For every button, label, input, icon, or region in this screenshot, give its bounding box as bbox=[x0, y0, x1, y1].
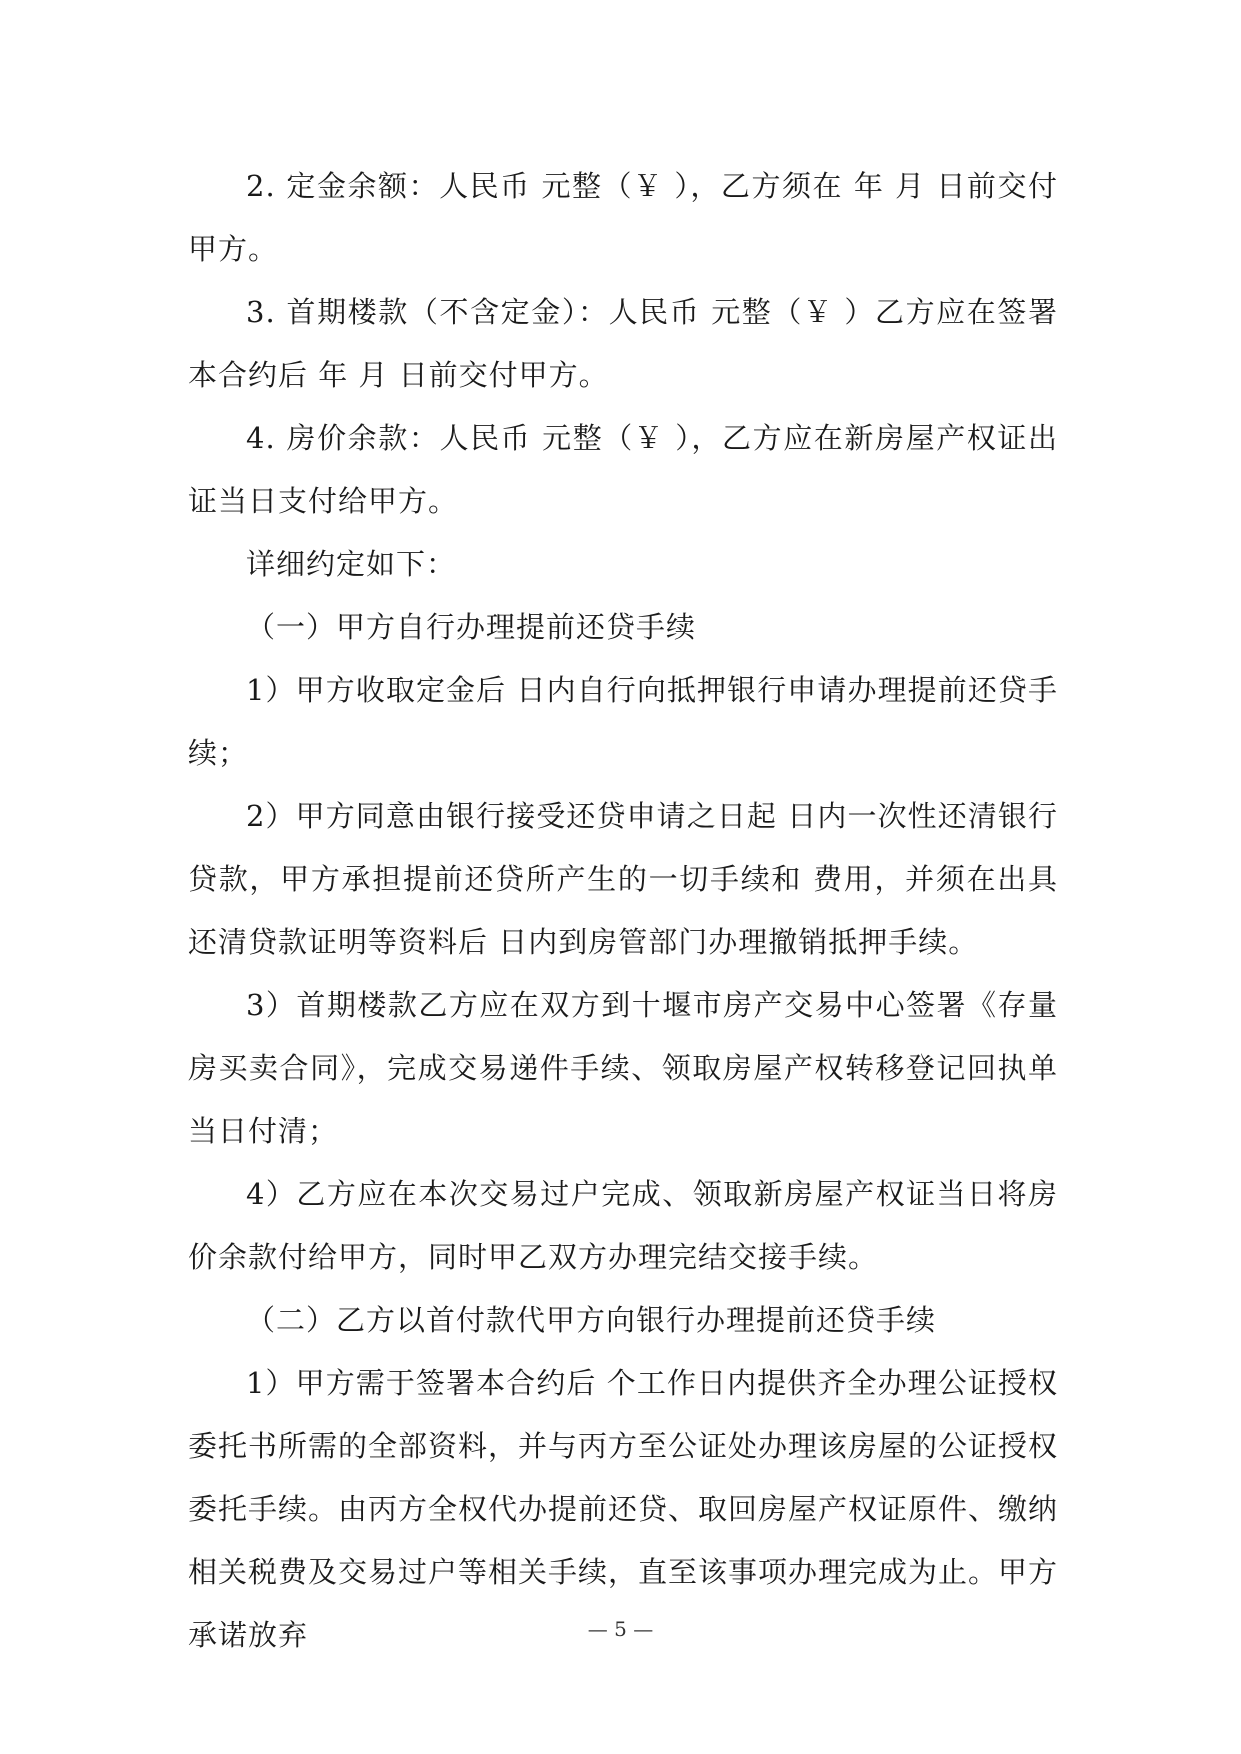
paragraph-item-1-4: 4）乙方应在本次交易过户完成、领取新房屋产权证当日将房价余款付给甲方，同时甲乙双方办理完结交接手续。 bbox=[188, 1177, 1058, 1274]
section-heading-2: （二）乙方以首付款代甲方向银行办理提前还贷手续 bbox=[246, 1303, 937, 1337]
paragraph-remaining-payment: 4. 房价余款：人民币 元整（￥ ），乙方应在新房屋产权证出证当日支付给甲方。 bbox=[188, 421, 1058, 518]
document-body bbox=[188, 155, 1058, 1667]
paragraph-item-1-1: 1）甲方收取定金后 日内自行向抵押银行申请办理提前还贷手续； bbox=[188, 673, 1058, 770]
section-heading-1: （一）甲方自行办理提前还贷手续 bbox=[246, 610, 697, 644]
paragraph-item-1-2: 2）甲方同意由银行接受还贷申请之日起 日内一次性还清银行贷款，甲方承担提前还贷所产生的一切手续和 费用，并须在出具还清贷款证明等资料后 日内到房管部门办理撤销抵押手续。 bbox=[188, 799, 1058, 959]
paragraph-item-2-1: 1）甲方需于签署本合约后 个工作日内提供齐全办理公证授权委托书所需的全部资料，并与丙方至公证处办理该房屋的公证授权委托手续。由丙方全权代办提前还贷、取回房屋产权证原件、缴纳相关税费及交易过户等相关手续，直至该事项办理完成为止。甲方承诺放弃 bbox=[188, 1366, 1059, 1652]
paragraph-first-payment: 3. 首期楼款（不含定金）：人民币 元整（￥ ）乙方应在签署本合约后 年 月 日前交付甲方。 bbox=[188, 295, 1058, 392]
paragraph-details-intro: 详细约定如下： bbox=[246, 547, 457, 581]
page-number: — 5 — bbox=[587, 1617, 654, 1641]
paragraph-item-1-3: 3）首期楼款乙方应在双方到十堰市房产交易中心签署《存量房买卖合同》，完成交易递件手续、领取房屋产权转移登记回执单当日付清； bbox=[188, 988, 1058, 1148]
paragraph-deposit-balance: 2. 定金余额：人民币 元整（￥ ），乙方须在 年 月 日前交付甲方。 bbox=[188, 169, 1058, 266]
